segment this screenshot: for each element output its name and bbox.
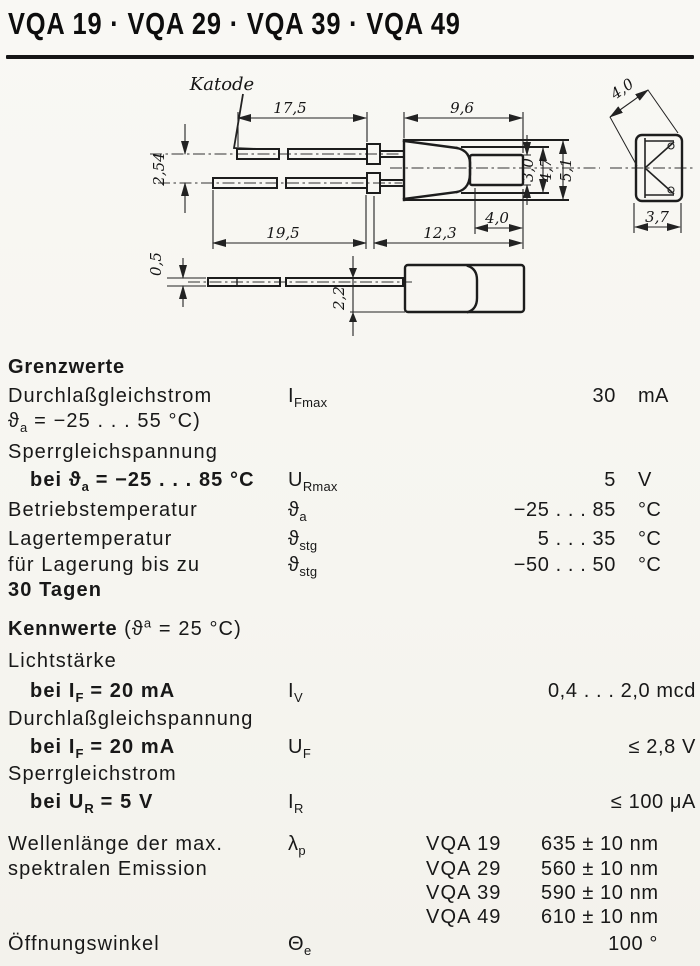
dim-flange-diameter: 5,1 <box>557 158 575 182</box>
row-symbol: $ϑ_{stg}$ <box>288 554 318 579</box>
dim-lead-top-length: 17,5 <box>273 99 307 117</box>
section-heading: Kennwerte ($ϑ^a = 25$ °C) <box>8 615 242 640</box>
row-symbol: $ϑ_a$ <box>288 499 307 524</box>
row-symbol: $I_V$ <box>288 680 303 705</box>
row-value: 5 . . . 35 <box>537 528 616 550</box>
row-label: für Lagerung bis zu <box>8 554 201 576</box>
technical-drawing <box>0 62 700 362</box>
row-storage-temperature-2 <box>0 553 700 579</box>
row-forward-voltage-heading <box>0 707 700 733</box>
row-symbol: $U_F$ <box>288 736 311 761</box>
row-label: 30 Tagen <box>8 579 103 601</box>
row-symbol: $U_{Rmax}$ <box>288 469 338 494</box>
row-value: 5 <box>604 469 616 491</box>
row-reverse-voltage <box>0 468 700 494</box>
centerlines <box>150 154 696 282</box>
grenzwerte-section-heading-row <box>0 355 700 381</box>
row-wavelength <box>0 832 700 858</box>
type-name: VQA 29 <box>426 858 502 880</box>
row-luminous-intensity-heading <box>0 649 700 675</box>
row-value: ≤ 100 μA <box>610 791 696 813</box>
row-label: Sperrgleichspannung <box>8 441 218 463</box>
row-label: Lagertemperatur <box>8 528 173 550</box>
row-forward-voltage <box>0 735 700 761</box>
side-view <box>213 94 568 200</box>
row-viewing-angle <box>0 932 700 958</box>
dim-front-length: 4,0 <box>485 209 509 227</box>
type-value: 610 ± 10 nm <box>541 906 659 928</box>
dim-front-diameter: 3,0 <box>519 158 537 182</box>
row-reverse-current <box>0 790 700 816</box>
dim-body-total-length: 12,3 <box>423 224 457 242</box>
row-condition: bei $ϑ_a = -25$ . . . 85 °C <box>30 469 255 494</box>
row-unit: V <box>638 469 652 491</box>
section-heading: Grenzwerte <box>8 356 125 378</box>
row-condition: bei $I_F = 20$ mA <box>30 736 176 761</box>
row-label: Durchlaßgleichstrom <box>8 385 213 407</box>
dim-pin-pitch: 2,54 <box>150 152 168 186</box>
row-forward-current-condition <box>0 409 700 435</box>
row-value: −50 . . . 50 <box>513 554 616 576</box>
dim-lead-thickness: 0,5 <box>147 252 165 276</box>
title-rule <box>6 55 694 59</box>
row-label: Wellenlänge der max. <box>8 833 224 855</box>
row-label: Betriebstemperatur <box>8 499 198 521</box>
row-storage-temperature-3 <box>0 578 700 604</box>
row-label: spektralen Emission <box>8 858 208 880</box>
row-label: Durchlaßgleichspannung <box>8 708 254 730</box>
row-wavelength-3 <box>0 881 700 907</box>
row-wavelength-2 <box>0 857 700 883</box>
page-title: VQA 19 · VQA 29 · VQA 39 · VQA 49 <box>8 6 461 41</box>
row-unit: °C <box>638 554 662 576</box>
row-unit: °C <box>638 528 662 550</box>
row-wavelength-4 <box>0 905 700 931</box>
kennwerte-section-heading-row <box>0 617 700 643</box>
dimensions <box>147 74 681 336</box>
dim-body-length: 9,6 <box>450 99 474 117</box>
cathode-label: Katode <box>189 74 255 95</box>
row-condition: $ϑ_a = -25$ . . . 55 °C) <box>8 410 201 435</box>
row-symbol: $\lambda_p$ <box>288 833 306 858</box>
row-reverse-current-heading <box>0 762 700 788</box>
type-value: 590 ± 10 nm <box>541 882 659 904</box>
row-unit: °C <box>638 499 662 521</box>
row-storage-temperature-1 <box>0 527 700 553</box>
row-value: 0,4 . . . 2,0 mcd <box>547 680 696 702</box>
row-label: Sperrgleichstrom <box>8 763 177 785</box>
type-value: 560 ± 10 nm <box>541 858 659 880</box>
type-name: VQA 49 <box>426 906 502 928</box>
row-label: Öffnungswinkel <box>8 933 160 955</box>
dim-end-width: 3,7 <box>645 208 669 226</box>
row-condition: bei $I_F = 20$ mA <box>30 680 176 705</box>
dim-lead-bottom-length: 19,5 <box>266 224 300 242</box>
row-value: 30 <box>592 385 616 407</box>
row-label: Lichtstärke <box>8 650 117 672</box>
row-luminous-intensity <box>0 679 700 705</box>
bottom-view <box>208 265 524 312</box>
type-name: VQA 19 <box>426 833 502 855</box>
dim-dome-diagonal: 4,0 <box>607 74 638 104</box>
row-value: 100 ° <box>608 933 658 955</box>
row-symbol: $ϑ_{stg}$ <box>288 528 318 553</box>
row-value: −25 . . . 85 <box>513 499 616 521</box>
row-unit: mA <box>638 385 669 407</box>
row-value: ≤ 2,8 V <box>628 736 696 758</box>
row-operating-temperature <box>0 498 700 524</box>
type-value: 635 ± 10 nm <box>541 833 659 855</box>
row-symbol: $I_{Fmax}$ <box>288 385 328 410</box>
dim-lead-offset: 2,2 <box>330 286 348 310</box>
row-symbol: $\Theta_e$ <box>288 933 312 958</box>
row-symbol: $I_R$ <box>288 791 304 816</box>
row-forward-current <box>0 384 700 410</box>
row-condition: bei $U_R = 5$ V <box>30 791 154 816</box>
type-name: VQA 39 <box>426 882 502 904</box>
row-reverse-voltage-heading <box>0 440 700 466</box>
dim-body-diameter: 4,7 <box>537 158 555 182</box>
